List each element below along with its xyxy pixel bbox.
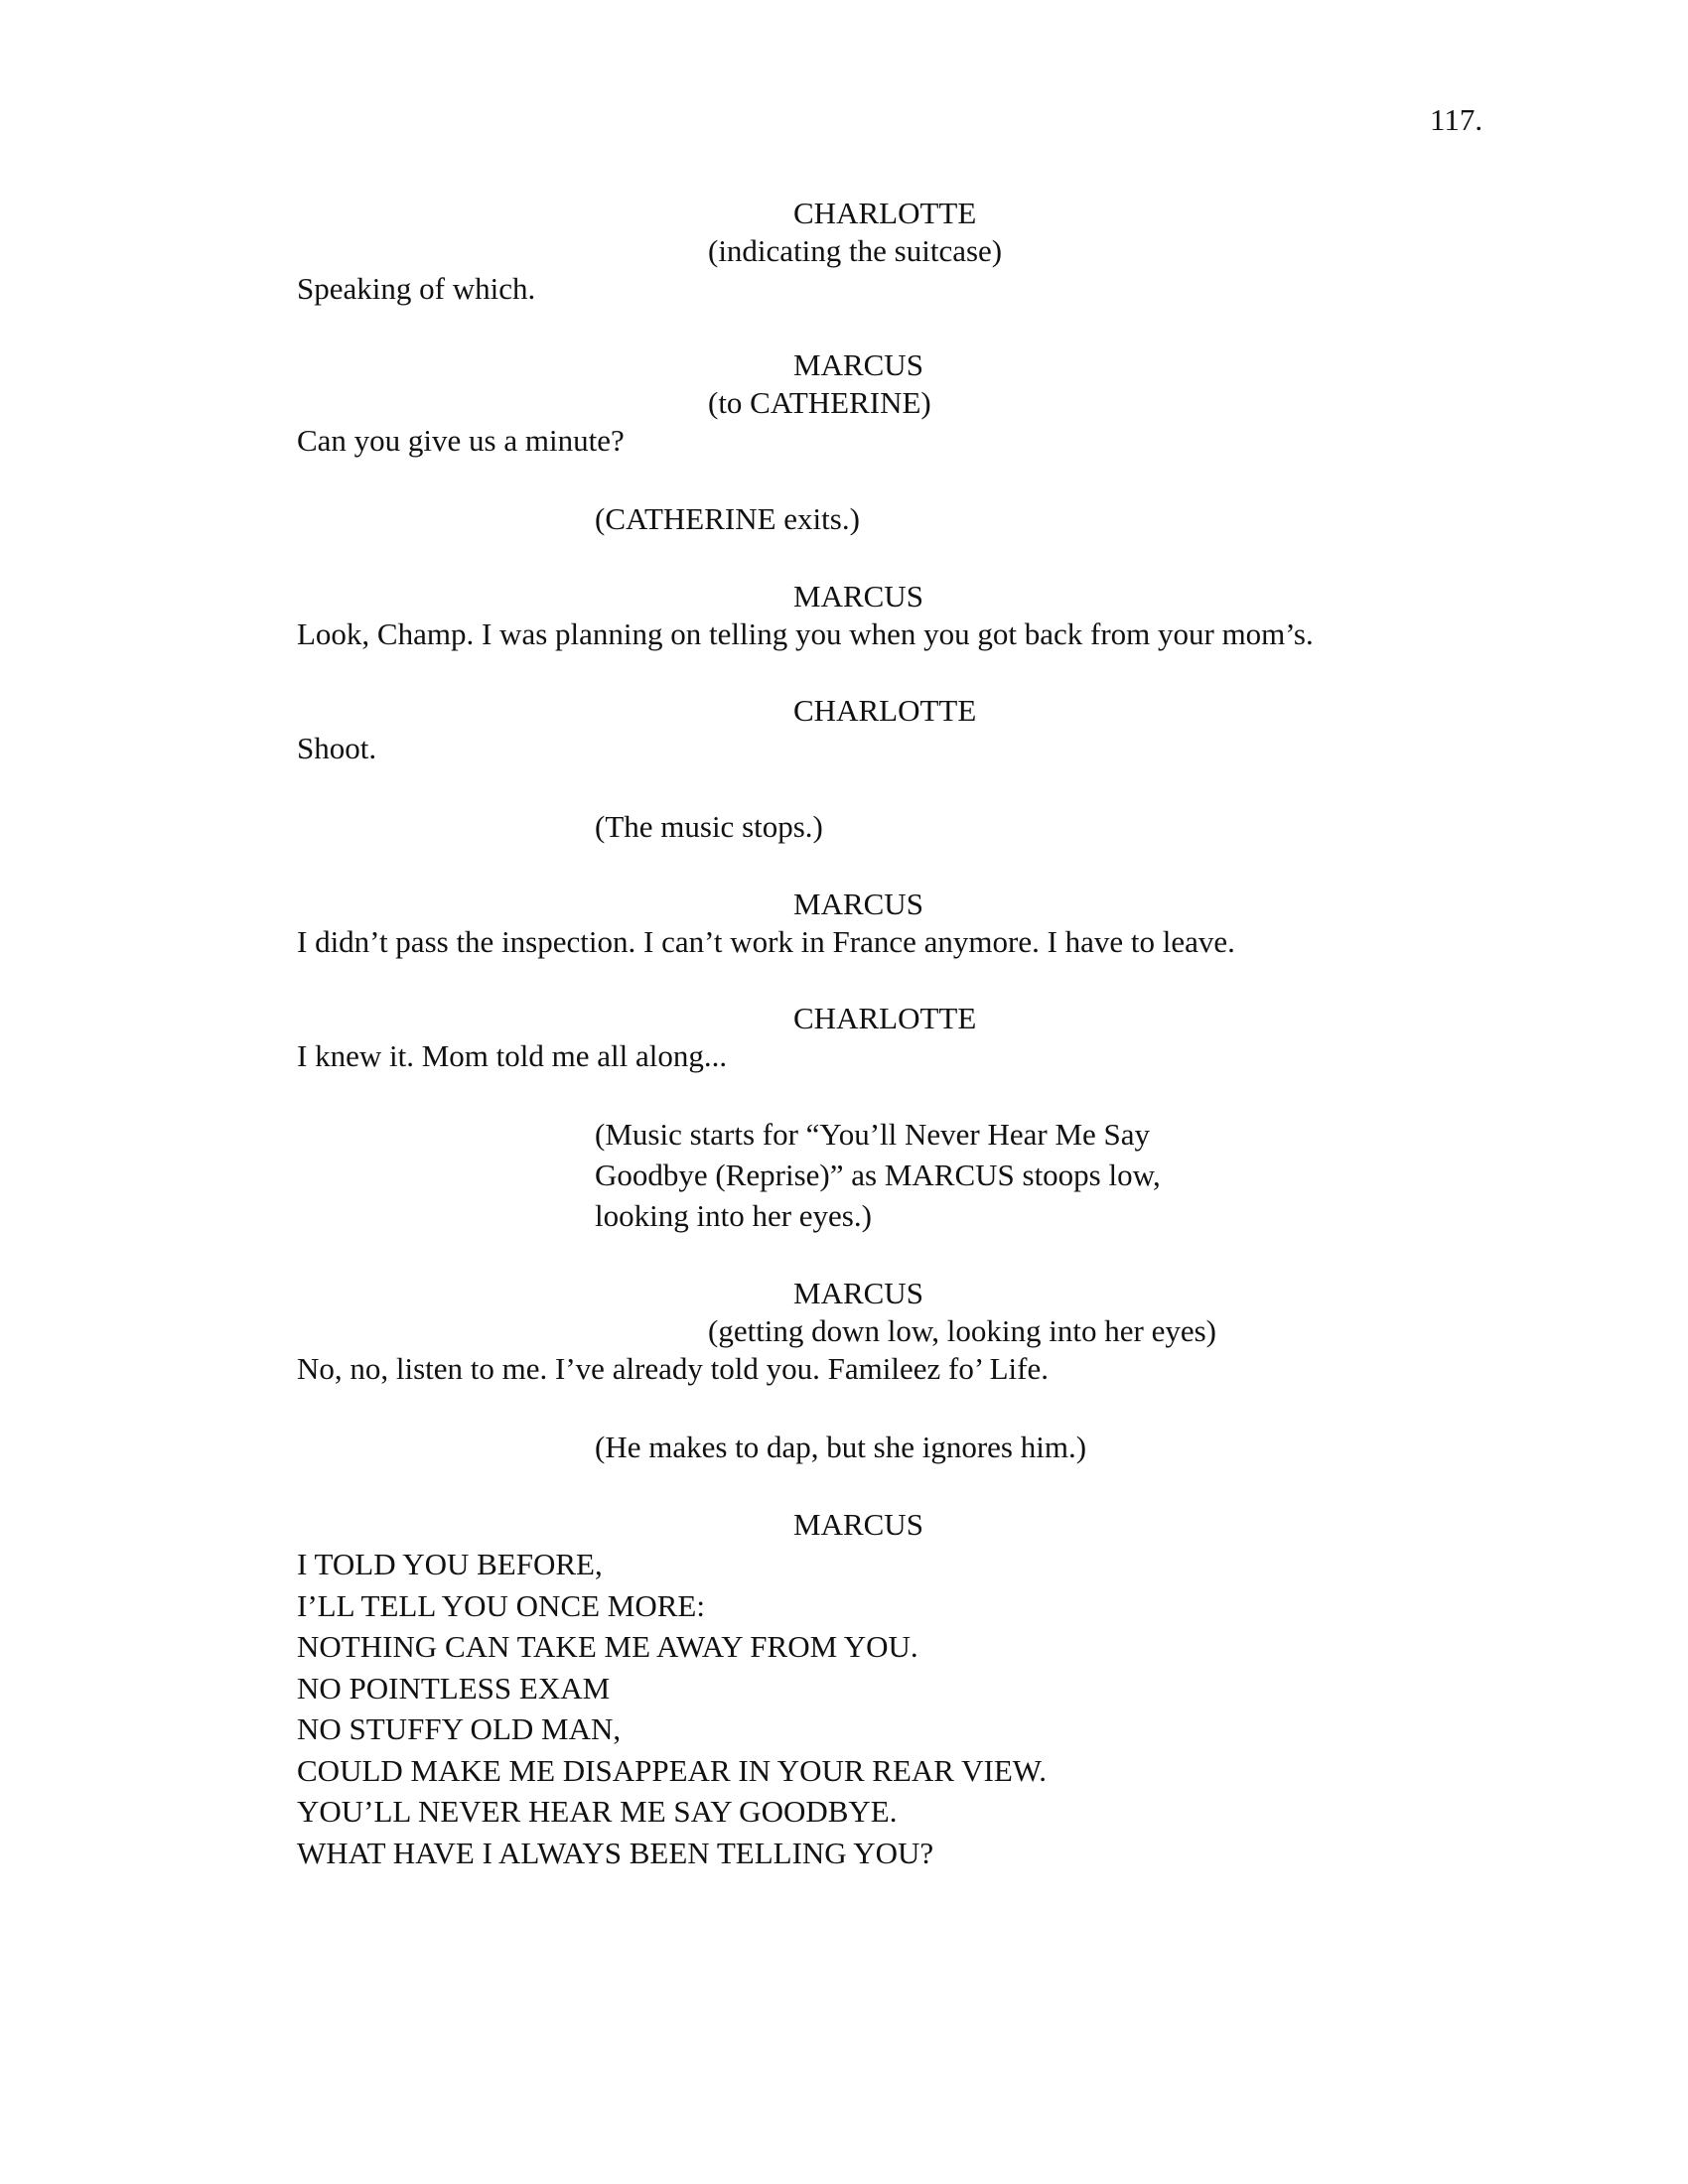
page-number: 117.	[1430, 102, 1483, 137]
dialogue-line: Speaking of which.	[297, 271, 536, 306]
stage-direction	[297, 1114, 1210, 1236]
dialogue-block	[297, 195, 1488, 308]
lyric-line: WHAT HAVE I ALWAYS BEEN TELLING YOU?	[297, 1835, 934, 1870]
dialogue-line: I knew it. Mom told me all along...	[297, 1038, 728, 1073]
stage-direction-line: looking into her eyes.)	[595, 1198, 872, 1233]
character-name: CHARLOTTE	[793, 196, 977, 230]
lyric-line: I’LL TELL YOU ONCE MORE:	[297, 1587, 705, 1623]
dialogue-line: I didn’t pass the inspection. I can’t work in France anymore. I have to leave.	[297, 924, 1235, 959]
character-name: MARCUS	[793, 1507, 923, 1542]
stage-direction: (He makes to dap, but she ignores him.)	[595, 1430, 1087, 1464]
lyric-line: NO STUFFY OLD MAN,	[297, 1711, 622, 1746]
dialogue-block	[297, 1275, 1488, 1388]
dialogue-line: Shoot.	[297, 731, 377, 765]
dialogue-block	[297, 1506, 1488, 1873]
lyric-line: NOTHING CAN TAKE ME AWAY FROM YOU.	[297, 1629, 918, 1664]
lyric-line: NO POINTLESS EXAM	[297, 1670, 611, 1706]
parenthetical: (indicating the suitcase)	[708, 233, 1003, 268]
stage-direction: (The music stops.)	[595, 809, 823, 844]
lyrics	[297, 1544, 1488, 1873]
dialogue-block	[297, 578, 1488, 653]
parenthetical: (to CATHERINE)	[708, 385, 931, 420]
parenthetical: (getting down low, looking into her eyes)	[708, 1313, 1216, 1348]
dialogue-line: Look, Champ. I was planning on telling you when you got back from your mom’s.	[297, 616, 1314, 651]
character-name: MARCUS	[793, 347, 923, 382]
stage-direction-line: (Music starts for “You’ll Never Hear Me Say	[595, 1117, 1151, 1152]
character-name: MARCUS	[793, 1276, 923, 1310]
lyric-line: COULD MAKE ME DISAPPEAR IN YOUR REAR VIEW.	[297, 1752, 1047, 1788]
character-name: MARCUS	[793, 887, 923, 921]
dialogue-line: No, no, listen to me. I’ve already told you. Famileez fo’ Life.	[297, 1351, 1049, 1386]
character-name: CHARLOTTE	[793, 693, 977, 728]
lyric-line: YOU’LL NEVER HEAR ME SAY GOODBYE.	[297, 1794, 898, 1829]
dialogue-line: Can you give us a minute?	[297, 423, 625, 458]
character-name: MARCUS	[793, 579, 923, 614]
dialogue-block	[297, 692, 1488, 767]
stage-direction-line: Goodbye (Reprise)” as MARCUS stoops low,	[595, 1158, 1161, 1192]
lyric-line: I TOLD YOU BEFORE,	[297, 1547, 603, 1581]
dialogue-block	[297, 1000, 1488, 1075]
character-name: CHARLOTTE	[793, 1001, 977, 1035]
dialogue-block	[297, 886, 1488, 961]
dialogue-block	[297, 346, 1488, 460]
script-body	[297, 195, 1488, 1873]
stage-direction: (CATHERINE exits.)	[595, 501, 860, 536]
